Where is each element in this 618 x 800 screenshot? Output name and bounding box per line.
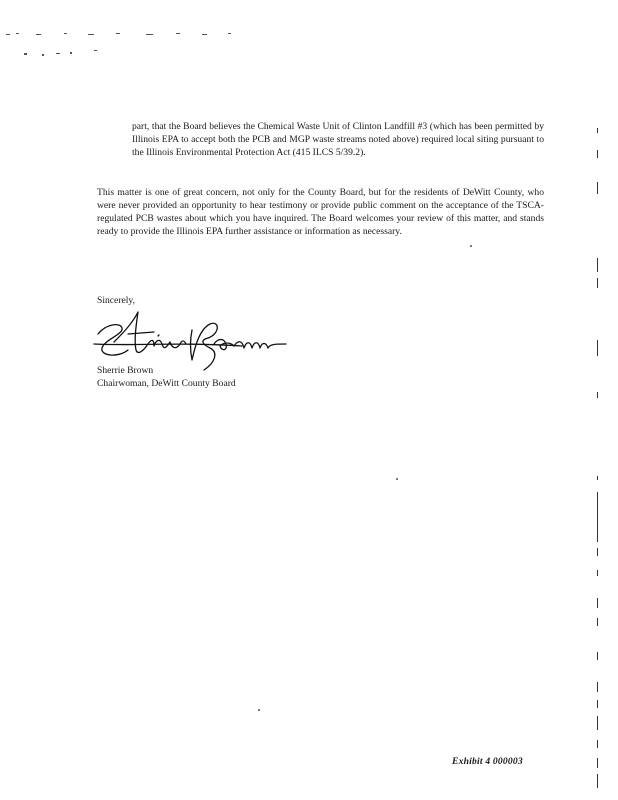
indented-paragraph: part, that the Board believes the Chemical Waste Unit of Clinton Landfill #3 (which has been permitted by Illinois EPA to accept both the PCB and MGP waste streams noted above) required local siting pursuant to the Illinois Environmental Protection Act (415 ILCS 5/39.2). [132, 121, 544, 158]
signer-title: Chairwoman, DeWitt County Board [97, 378, 236, 389]
body-paragraph: This matter is one of great concern, not only for the County Board, but for the residents of DeWitt County, who were never provided an opportunity to hear testimony or provide public comment on the acceptance of the TSCA-regulated PCB wastes about which you have inquired. The Board welcomes your review of this matter, and stands ready to provide the Illinois EPA further assistance or information as necessary. [97, 187, 544, 237]
closing-salutation: Sincerely, [97, 295, 136, 306]
scan-edge-marks [592, 0, 604, 800]
handwritten-signature [92, 304, 292, 372]
exhibit-label: Exhibit 4 000003 [452, 756, 523, 767]
signer-name: Sherrie Brown [97, 365, 154, 376]
scan-artifacts-top [6, 28, 246, 58]
